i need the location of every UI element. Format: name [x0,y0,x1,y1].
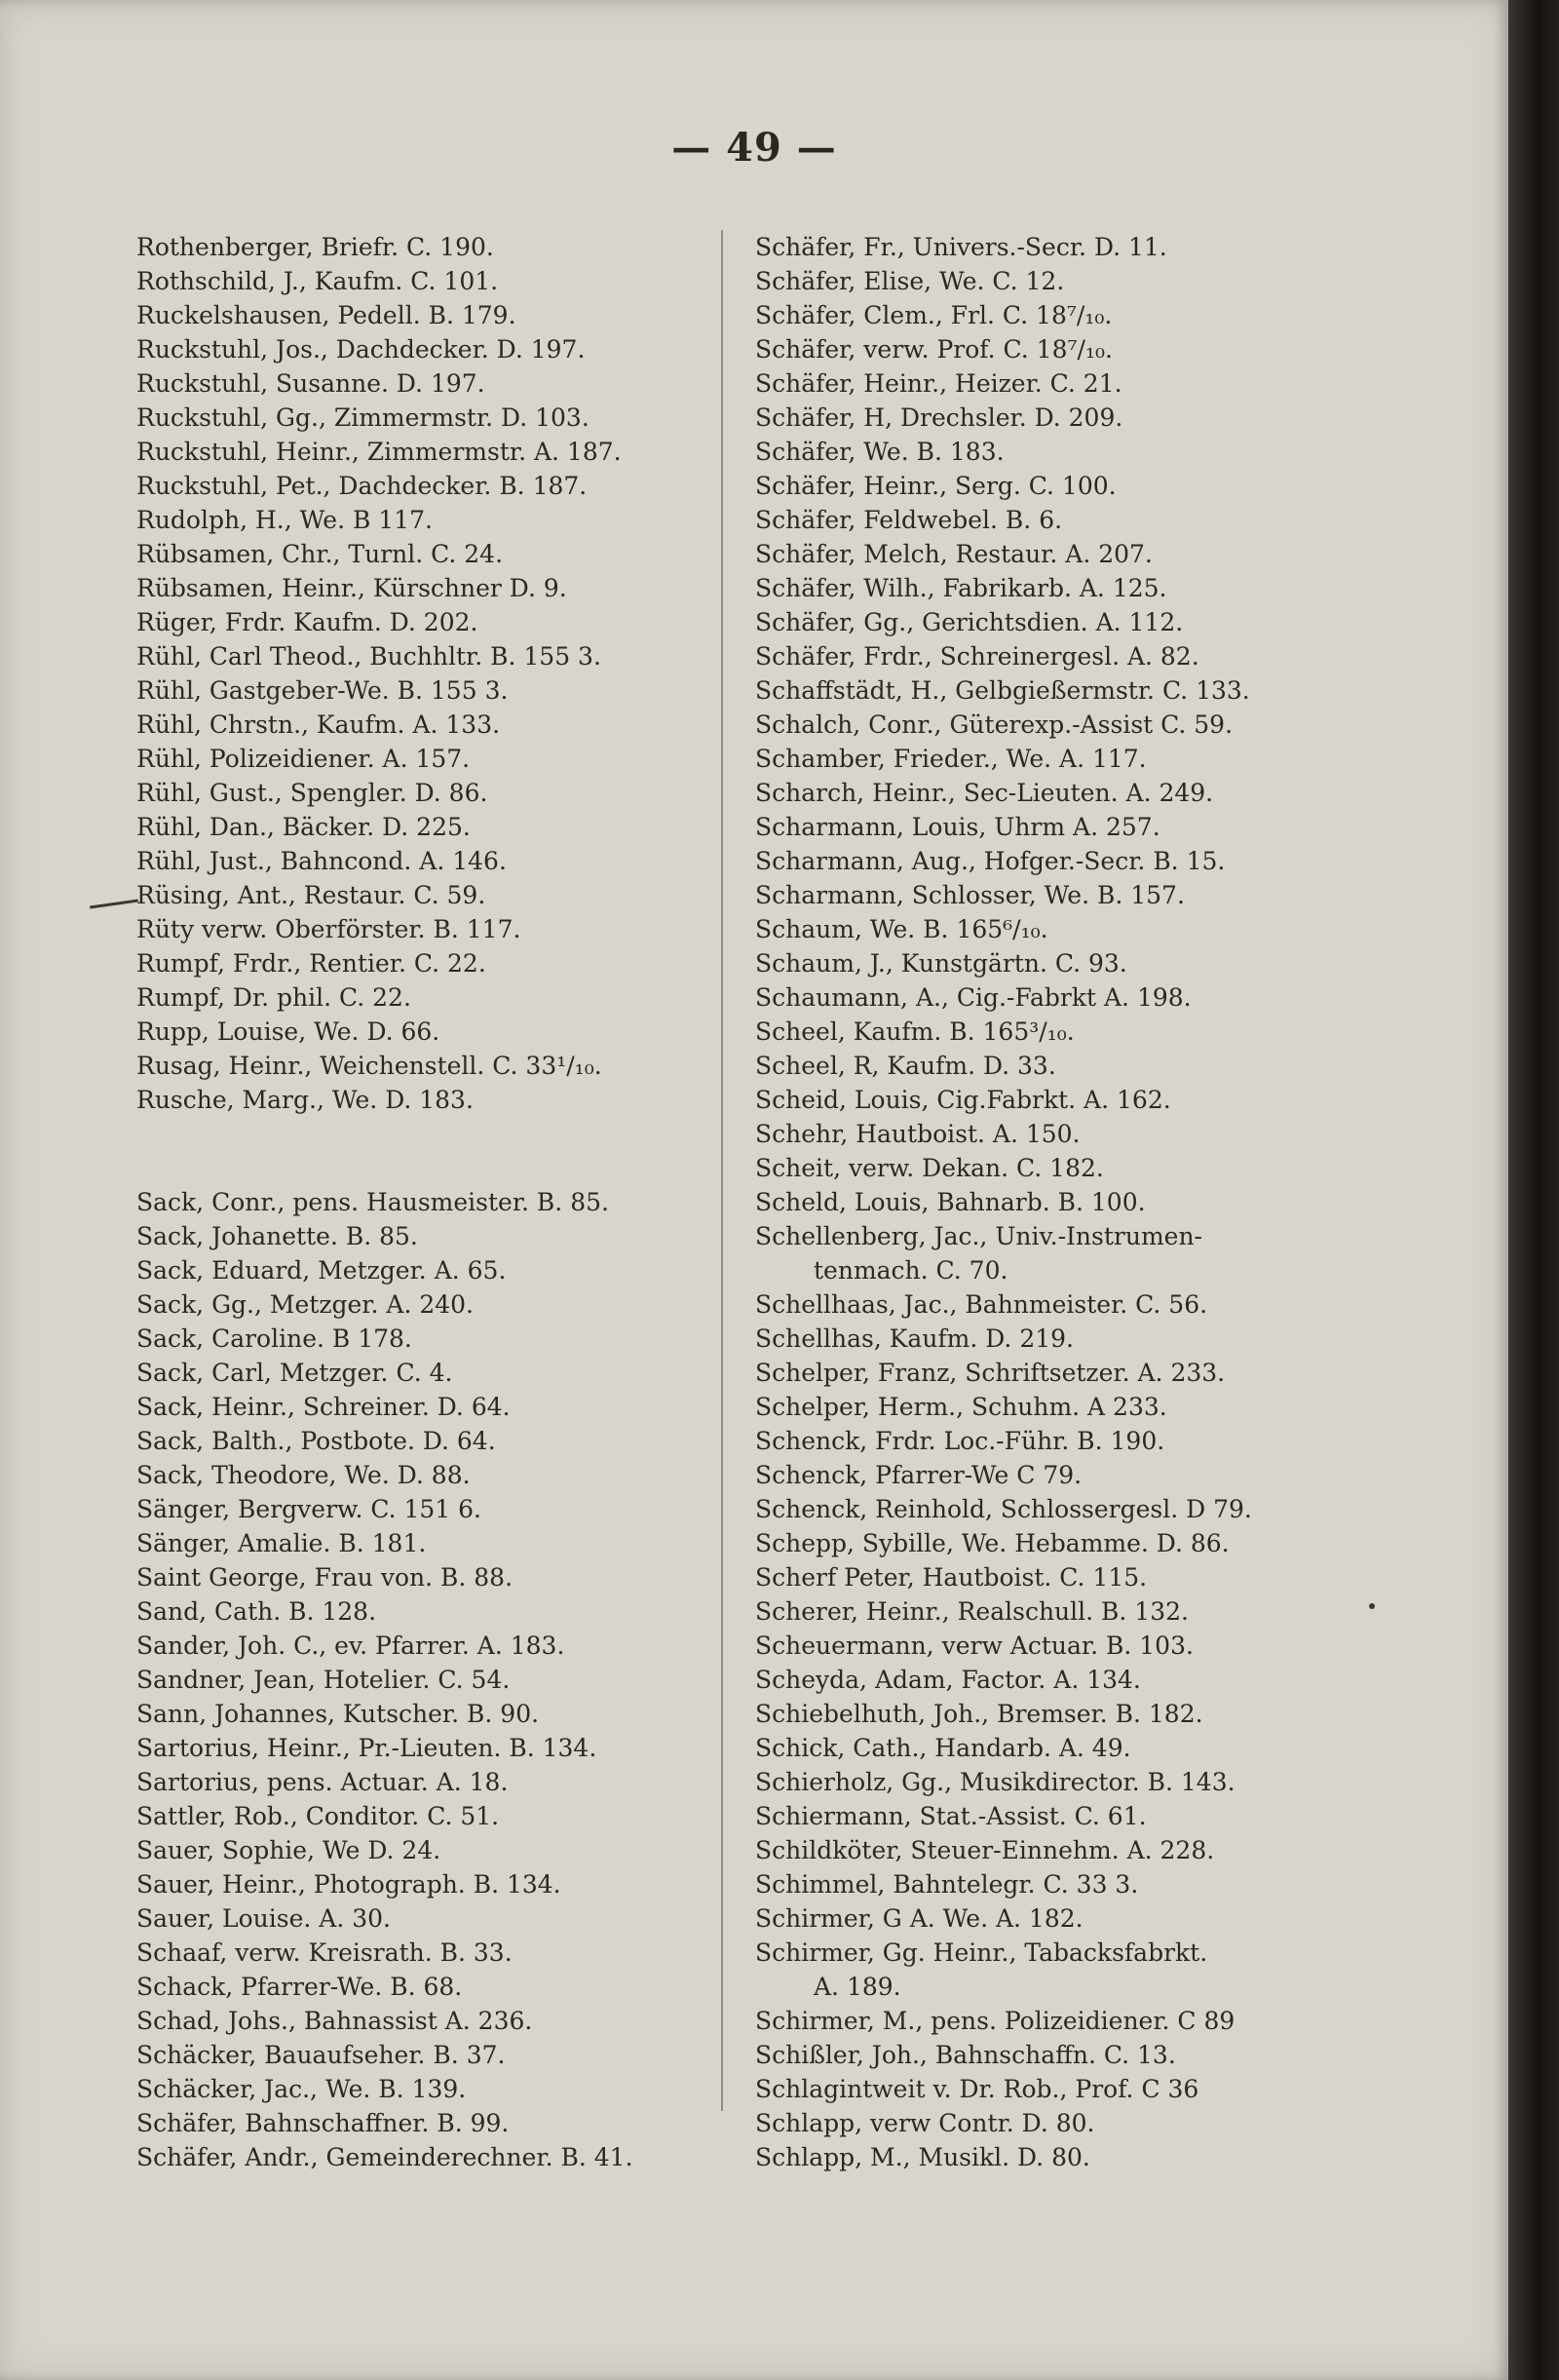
directory-entry: Scheit, verw. Dekan. C. 182. [755,1154,1104,1182]
directory-entry: Schaum, We. B. 165⁶/₁₀. [755,915,1048,943]
directory-entry: Ruckstuhl, Gg., Zimmermstr. D. 103. [136,403,589,432]
left-column [136,230,721,2174]
directory-entry: Scherf Peter, Hautboist. C. 115. [755,1563,1148,1592]
directory-entry: Sauer, Louise. A. 30. [136,1904,391,1933]
directory-entry: Sauer, Heinr., Photograph. B. 134. [136,1870,561,1899]
directory-entry: Sauer, Sophie, We D. 24. [136,1836,441,1864]
directory-entry: Rühl, Chrstn., Kaufm. A. 133. [136,710,501,739]
directory-entry: Rübsamen, Heinr., Kürschner D. 9. [136,574,567,602]
directory-entry: Schäfer, Andr., Gemeinderechner. B. 41. [136,2143,633,2171]
directory-entry: Sack, Heinr., Schreiner. D. 64. [136,1393,511,1421]
directory-entry: Scheel, R, Kaufm. D. 33. [755,1052,1056,1080]
directory-entry: Rumpf, Frdr., Rentier. C. 22. [136,949,486,978]
directory-entry: Sartorius, pens. Actuar. A. 18. [136,1768,509,1796]
directory-entry: Rüty verw. Oberförster. B. 117. [136,915,521,943]
directory-entry: Schäfer, Heinr., Serg. C. 100. [755,472,1117,500]
directory-entry: Schißler, Joh., Bahnschaffn. C. 13. [755,2041,1176,2069]
directory-entry: Schaffstädt, H., Gelbgießermstr. C. 133. [755,676,1250,705]
directory-entry: Rothschild, J., Kaufm. C. 101. [136,267,499,295]
directory-entry: Schildköter, Steuer-Einnehm. A. 228. [755,1836,1215,1864]
directory-entry: Rüsing, Ant., Restaur. C. 59. [136,881,486,909]
directory-entry: Sartorius, Heinr., Pr.-Lieuten. B. 134. [136,1734,597,1762]
directory-entry: Sack, Theodore, We. D. 88. [136,1461,471,1489]
directory-entry: Rühl, Just., Bahncond. A. 146. [136,847,507,875]
directory-entry: Schäfer, Frdr., Schreinergesl. A. 82. [755,642,1199,671]
directory-entry: Schick, Cath., Handarb. A. 49. [755,1734,1131,1762]
directory-entry: Schlapp, M., Musikl. D. 80. [755,2143,1090,2171]
directory-entry: Schenck, Pfarrer-We C 79. [755,1461,1083,1489]
directory-entry: Scherer, Heinr., Realschull. B. 132. [755,1597,1189,1626]
directory-entry: Rumpf, Dr. phil. C. 22. [136,983,411,1012]
directory-entry: Schäfer, verw. Prof. C. 18⁷/₁₀. [755,335,1113,364]
directory-entry: Schäfer, Wilh., Fabrikarb. A. 125. [755,574,1167,602]
directory-entry: Schelper, Herm., Schuhm. A 233. [755,1393,1167,1421]
directory-entry: Schaumann, A., Cig.-Fabrkt A. 198. [755,983,1192,1012]
directory-entry: Scheld, Louis, Bahnarb. B. 100. [755,1188,1146,1216]
directory-entry: Schenck, Frdr. Loc.-Führ. B. 190. [755,1427,1165,1455]
directory-entry: Sack, Gg., Metzger. A. 240. [136,1290,475,1319]
directory-entry: Sack, Eduard, Metzger. A. 65. [136,1256,507,1285]
page-number: — 49 — [671,125,837,171]
directory-entry: Scharmann, Schlosser, We. B. 157. [755,881,1185,909]
directory-entry: Schaaf, verw. Kreisrath. B. 33. [136,1939,513,1967]
directory-entry: Scheid, Louis, Cig.Fabrkt. A. 162. [755,1086,1171,1114]
right-column [755,230,1359,2174]
directory-entry: Schellenberg, Jac., Univ.-Instrumen- [755,1222,1202,1250]
directory-entry: Schalch, Conr., Güterexp.-Assist C. 59. [755,710,1234,739]
directory-entry: Schlagintweit v. Dr. Rob., Prof. C 36 [755,2075,1199,2103]
directory-entry: Scheuermann, verw Actuar. B. 103. [755,1631,1194,1660]
directory-entry: Rudolph, H., We. B 117. [136,506,433,534]
directory-entry: Schelper, Franz, Schriftsetzer. A. 233. [755,1359,1226,1387]
directory-entry: Schäfer, Elise, We. C. 12. [755,267,1065,295]
directory-entry: Schirmer, Gg. Heinr., Tabacksfabrkt. [755,1939,1208,1967]
directory-entry: Sattler, Rob., Conditor. C. 51. [136,1802,500,1830]
directory-entry: Rupp, Louise, We. D. 66. [136,1017,440,1046]
directory-entry: Rühl, Gastgeber-We. B. 155 3. [136,676,509,705]
left-block-s-entries [136,1185,721,2174]
directory-entry: Schäfer, Feldwebel. B. 6. [755,506,1063,534]
directory-entry: Schäfer, Fr., Univers.-Secr. D. 11. [755,233,1167,261]
directory-entry: Rusag, Heinr., Weichenstell. C. 33¹/₁₀. [136,1052,602,1080]
directory-entry: Ruckelshausen, Pedell. B. 179. [136,301,516,329]
directory-entry: Sack, Johanette. B. 85. [136,1222,418,1250]
directory-entry: Schäfer, Heinr., Heizer. C. 21. [755,369,1122,398]
directory-entry: Schäfer, Clem., Frl. C. 18⁷/₁₀. [755,301,1113,329]
margin-pen-mark [90,900,138,909]
directory-entry: Ruckstuhl, Susanne. D. 197. [136,369,485,398]
book-edge [1508,0,1559,2380]
left-block-r-entries [136,230,721,1117]
directory-entry: Schäfer, Gg., Gerichtsdien. A. 112. [755,608,1184,636]
directory-entry: Schamber, Frieder., We. A. 117. [755,745,1147,773]
directory-entry: Rühl, Polizeidiener. A. 157. [136,745,471,773]
directory-entry: A. 189. [814,1973,901,2001]
directory-entry: Sack, Conr., pens. Hausmeister. B. 85. [136,1188,609,1216]
directory-entry: Sander, Joh. C., ev. Pfarrer. A. 183. [136,1631,565,1660]
directory-entry: Schäfer, Melch, Restaur. A. 207. [755,540,1153,568]
directory-entry: Ruckstuhl, Pet., Dachdecker. B. 187. [136,472,588,500]
directory-entry: Ruckstuhl, Jos., Dachdecker. D. 197. [136,335,586,364]
directory-entry: Sack, Balth., Postbote. D. 64. [136,1427,496,1455]
directory-entry: Ruckstuhl, Heinr., Zimmermstr. A. 187. [136,438,622,466]
directory-entry: Schirmer, M., pens. Polizeidiener. C 89 [755,2007,1236,2035]
directory-entry: Sandner, Jean, Hotelier. C. 54. [136,1666,511,1694]
directory-entry: Schirmer, G A. We. A. 182. [755,1904,1084,1933]
directory-entry: Saint George, Frau von. B. 88. [136,1563,513,1592]
directory-entry: Sack, Carl, Metzger. C. 4. [136,1359,453,1387]
directory-entry: Rübsamen, Chr., Turnl. C. 24. [136,540,504,568]
directory-entry: Rühl, Carl Theod., Buchhltr. B. 155 3. [136,642,601,671]
directory-entry: Schaum, J., Kunstgärtn. C. 93. [755,949,1127,978]
directory-entry: Schlapp, verw Contr. D. 80. [755,2109,1095,2137]
directory-entry: Scheel, Kaufm. B. 165³/₁₀. [755,1017,1075,1046]
directory-entry: Schäcker, Bauaufseher. B. 37. [136,2041,506,2069]
directory-entry: Sand, Cath. B. 128. [136,1597,377,1626]
directory-entry: Schäfer, Bahnschaffner. B. 99. [136,2109,510,2137]
directory-entry: Rothenberger, Briefr. C. 190. [136,233,494,261]
directory-entry: Scharmann, Louis, Uhrm A. 257. [755,813,1160,841]
directory-entry: Rusche, Marg., We. D. 183. [136,1086,474,1114]
directory-entry: Schiebelhuth, Joh., Bremser. B. 182. [755,1700,1203,1728]
directory-entry: Rüger, Frdr. Kaufm. D. 202. [136,608,478,636]
directory-entry: Scharch, Heinr., Sec-Lieuten. A. 249. [755,779,1214,807]
margin-dot [1369,1603,1375,1609]
directory-entry: Schack, Pfarrer-We. B. 68. [136,1973,463,2001]
directory-entry: Schellhas, Kaufm. D. 219. [755,1324,1074,1353]
directory-entry: Scheyda, Adam, Factor. A. 134. [755,1666,1141,1694]
directory-entry: Rühl, Dan., Bäcker. D. 225. [136,813,471,841]
directory-entry: Schimmel, Bahntelegr. C. 33 3. [755,1870,1139,1899]
section-gap [136,1117,721,1185]
directory-entry: Schehr, Hautboist. A. 150. [755,1120,1081,1148]
directory-entry: Schäfer, We. B. 183. [755,438,1005,466]
directory-entry: Rühl, Gust., Spengler. D. 86. [136,779,488,807]
directory-entry: Schad, Johs., Bahnassist A. 236. [136,2007,533,2035]
right-block-entries [755,230,1359,2174]
directory-entry: Sack, Caroline. B 178. [136,1324,412,1353]
directory-entry: Schäfer, H, Drechsler. D. 209. [755,403,1123,432]
directory-entry: Schepp, Sybille, We. Hebamme. D. 86. [755,1529,1230,1557]
directory-entry: Sann, Johannes, Kutscher. B. 90. [136,1700,540,1728]
directory-entry: Scharmann, Aug., Hofger.-Secr. B. 15. [755,847,1226,875]
directory-entry: Schäcker, Jac., We. B. 139. [136,2075,467,2103]
directory-entry: tenmach. C. 70. [814,1256,1008,1285]
column-divider [721,230,723,2111]
directory-entry: Schiermann, Stat.-Assist. C. 61. [755,1802,1147,1830]
directory-entry: Schenck, Reinhold, Schlossergesl. D 79. [755,1495,1252,1523]
directory-entry: Sänger, Bergverw. C. 151 6. [136,1495,481,1523]
directory-entry: Schellhaas, Jac., Bahnmeister. C. 56. [755,1290,1208,1319]
directory-entry: Sänger, Amalie. B. 181. [136,1529,427,1557]
directory-entry: Schierholz, Gg., Musikdirector. B. 143. [755,1768,1236,1796]
